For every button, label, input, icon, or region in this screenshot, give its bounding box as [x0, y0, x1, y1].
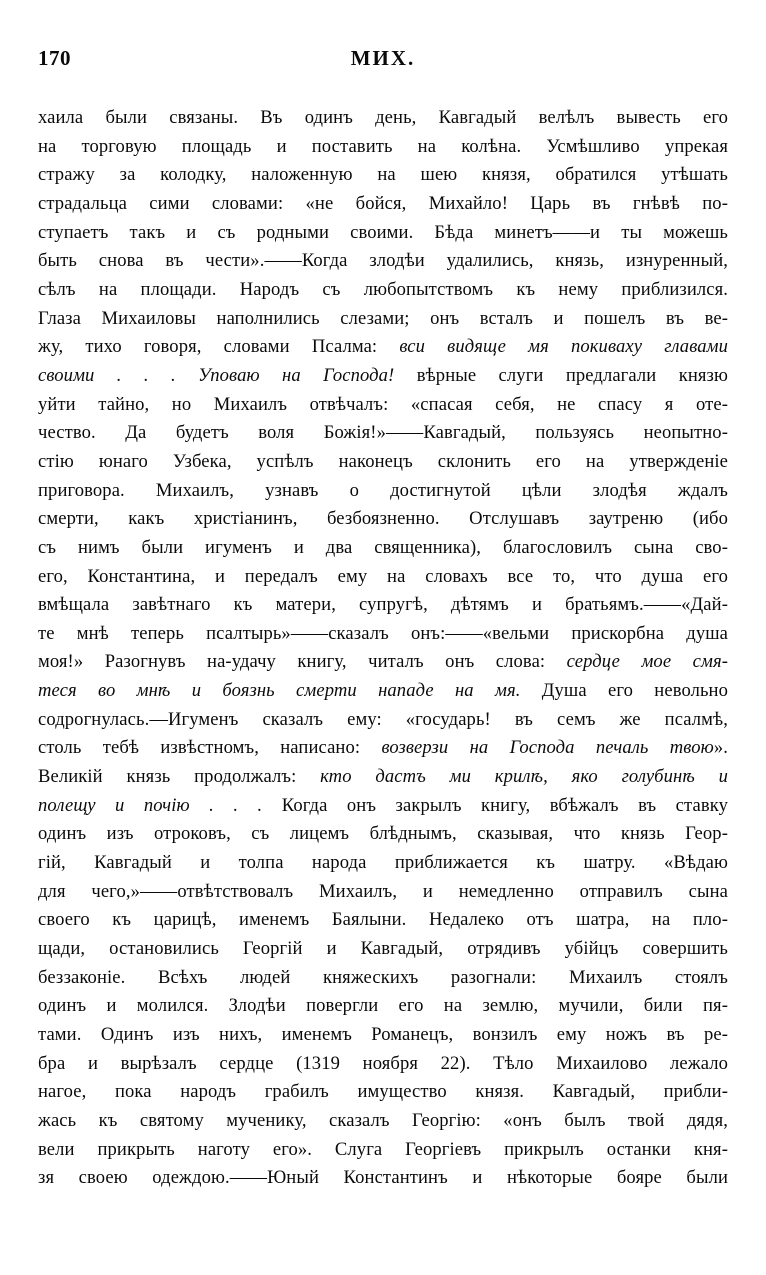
- text-line: его, Константина, и передалъ ему на словахъ все то, что душа его: [38, 565, 728, 587]
- text-line: гій, Кавгадый и толпа народа приближается къ шатру. «Вѣдаю: [38, 852, 728, 874]
- text-line: беззаконіе. Всѣхъ людей княжескихъ разогнали: Михаилъ стоялъ: [38, 966, 728, 988]
- text-line: своими . . . Уповаю на Господа! вѣрные слуги предлагали князю: [38, 364, 728, 386]
- text-line: съ нимъ были игуменъ и два священника), благословилъ сына сво-: [38, 536, 728, 558]
- text-line: на торговую площадь и поставить на колѣна. Усмѣшливо упрекая: [38, 135, 728, 157]
- text-line: для чего,»——отвѣтствовалъ Михаилъ, и немедленно отправилъ сына: [38, 880, 728, 902]
- text-line: щади, остановились Георгій и Кавгадый, отрядивъ убійцъ совершить: [38, 938, 728, 960]
- text-line: те мнѣ теперь псалтырь»——сказалъ онъ:——«вельми прискорбна душа: [38, 622, 728, 644]
- text-line: Глаза Михаиловы наполнились слезами; онъ всталъ и пошелъ въ ве-: [38, 307, 728, 329]
- text-line: теся во мнѣ и боязнь смерти нападе на мя. Душа его невольно: [38, 680, 729, 702]
- text-line: бра и вырѣзалъ сердце (1319 ноября 22). Тѣло Михаилово лежало: [38, 1052, 728, 1074]
- text-line: чество. Да будетъ воля Божія!»——Кавгадый, пользуясь неопытно-: [38, 422, 728, 444]
- text-line: столь тебѣ извѣстномъ, написано: возверзи на Господа печаль твою».: [38, 737, 728, 759]
- text-line: сѣлъ на площади. Народъ съ любопытствомъ къ нему приблизился.: [38, 278, 728, 300]
- text-line: жу, тихо говоря, словами Псалма: вси видяще мя покиваху главами: [38, 336, 728, 358]
- text-line: быть снова въ чести».——Когда злодѣи удалились, князь, изнуренный,: [38, 250, 728, 272]
- text-line: полещу и почію . . . Когда онъ закрылъ книгу, вбѣжалъ въ ставку: [38, 794, 728, 816]
- text-line: Великій князь продолжалъ: кто дастъ ми крилѣ, яко голубинѣ и: [38, 766, 728, 788]
- text-line: одинъ изъ отроковъ, съ лицемъ блѣднымъ, сказывая, что князь Геор-: [38, 823, 728, 845]
- text-line: стражу за колодку, наложенную на шею князя, обратился утѣшать: [38, 164, 728, 186]
- running-head: МИХ.: [350, 46, 416, 70]
- text-line: стію юнаго Узбека, успѣлъ наконецъ склонить его на утвержденіе: [38, 450, 728, 472]
- page-header: [38, 46, 728, 76]
- text-line: смерти, какъ христіанинъ, безбоязненно. Отслушавъ заутреню (ибо: [38, 508, 728, 530]
- text-line: вели прикрыть наготу его». Слуга Георгіевъ прикрылъ останки кня-: [38, 1138, 728, 1160]
- text-line: вмѣщала завѣтнаго къ матери, супругѣ, дѣтямъ и братьямъ.——«Дай-: [38, 594, 728, 616]
- text-line: своего къ царицѣ, именемъ Баялыни. Недалеко отъ шатра, на пло-: [38, 909, 728, 931]
- text-line: одинъ и молился. Злодѣи повергли его на землю, мучили, били пя-: [38, 995, 728, 1017]
- text-line: хаила были связаны. Въ одинъ день, Кавгадый велѣлъ вывесть его: [38, 107, 728, 128]
- text-line: жась къ святому мученику, сказалъ Георгію: «онъ былъ твой дядя,: [38, 1109, 728, 1131]
- text-line: уйти тайно, но Михаилъ отвѣчалъ: «спасая себя, не спасу я оте-: [38, 393, 728, 415]
- text-line: тами. Одинъ изъ нихъ, именемъ Романецъ, вонзилъ ему ножъ въ ре-: [38, 1024, 728, 1045]
- text-line: зя своею одеждою.——Юный Константинъ и нѣкоторые бояре были: [38, 1167, 728, 1189]
- text-line: ступаетъ такъ и съ родными своими. Бѣда минетъ——и ты можешь: [38, 221, 728, 243]
- text-line: нагое, пока народъ грабилъ имущество князя. Кавгадый, прибли-: [38, 1081, 728, 1103]
- body-text: [38, 104, 728, 1193]
- text-line: приговора. Михаилъ, узнавъ о достигнутой цѣли злодѣя ждалъ: [38, 479, 728, 501]
- text-line: содрогнулась.—Игуменъ сказалъ ему: «государь! въ семъ же псалмѣ,: [38, 708, 728, 730]
- text-line: страдальца сими словами: «не бойся, Михайло! Царь въ гнѣвѣ по-: [38, 192, 728, 214]
- text-line: моя!» Разогнувъ на-удачу книгу, читалъ онъ слова: сердце мое смя-: [38, 651, 728, 673]
- text-block: [38, 104, 728, 1193]
- page-number: 170: [38, 46, 71, 70]
